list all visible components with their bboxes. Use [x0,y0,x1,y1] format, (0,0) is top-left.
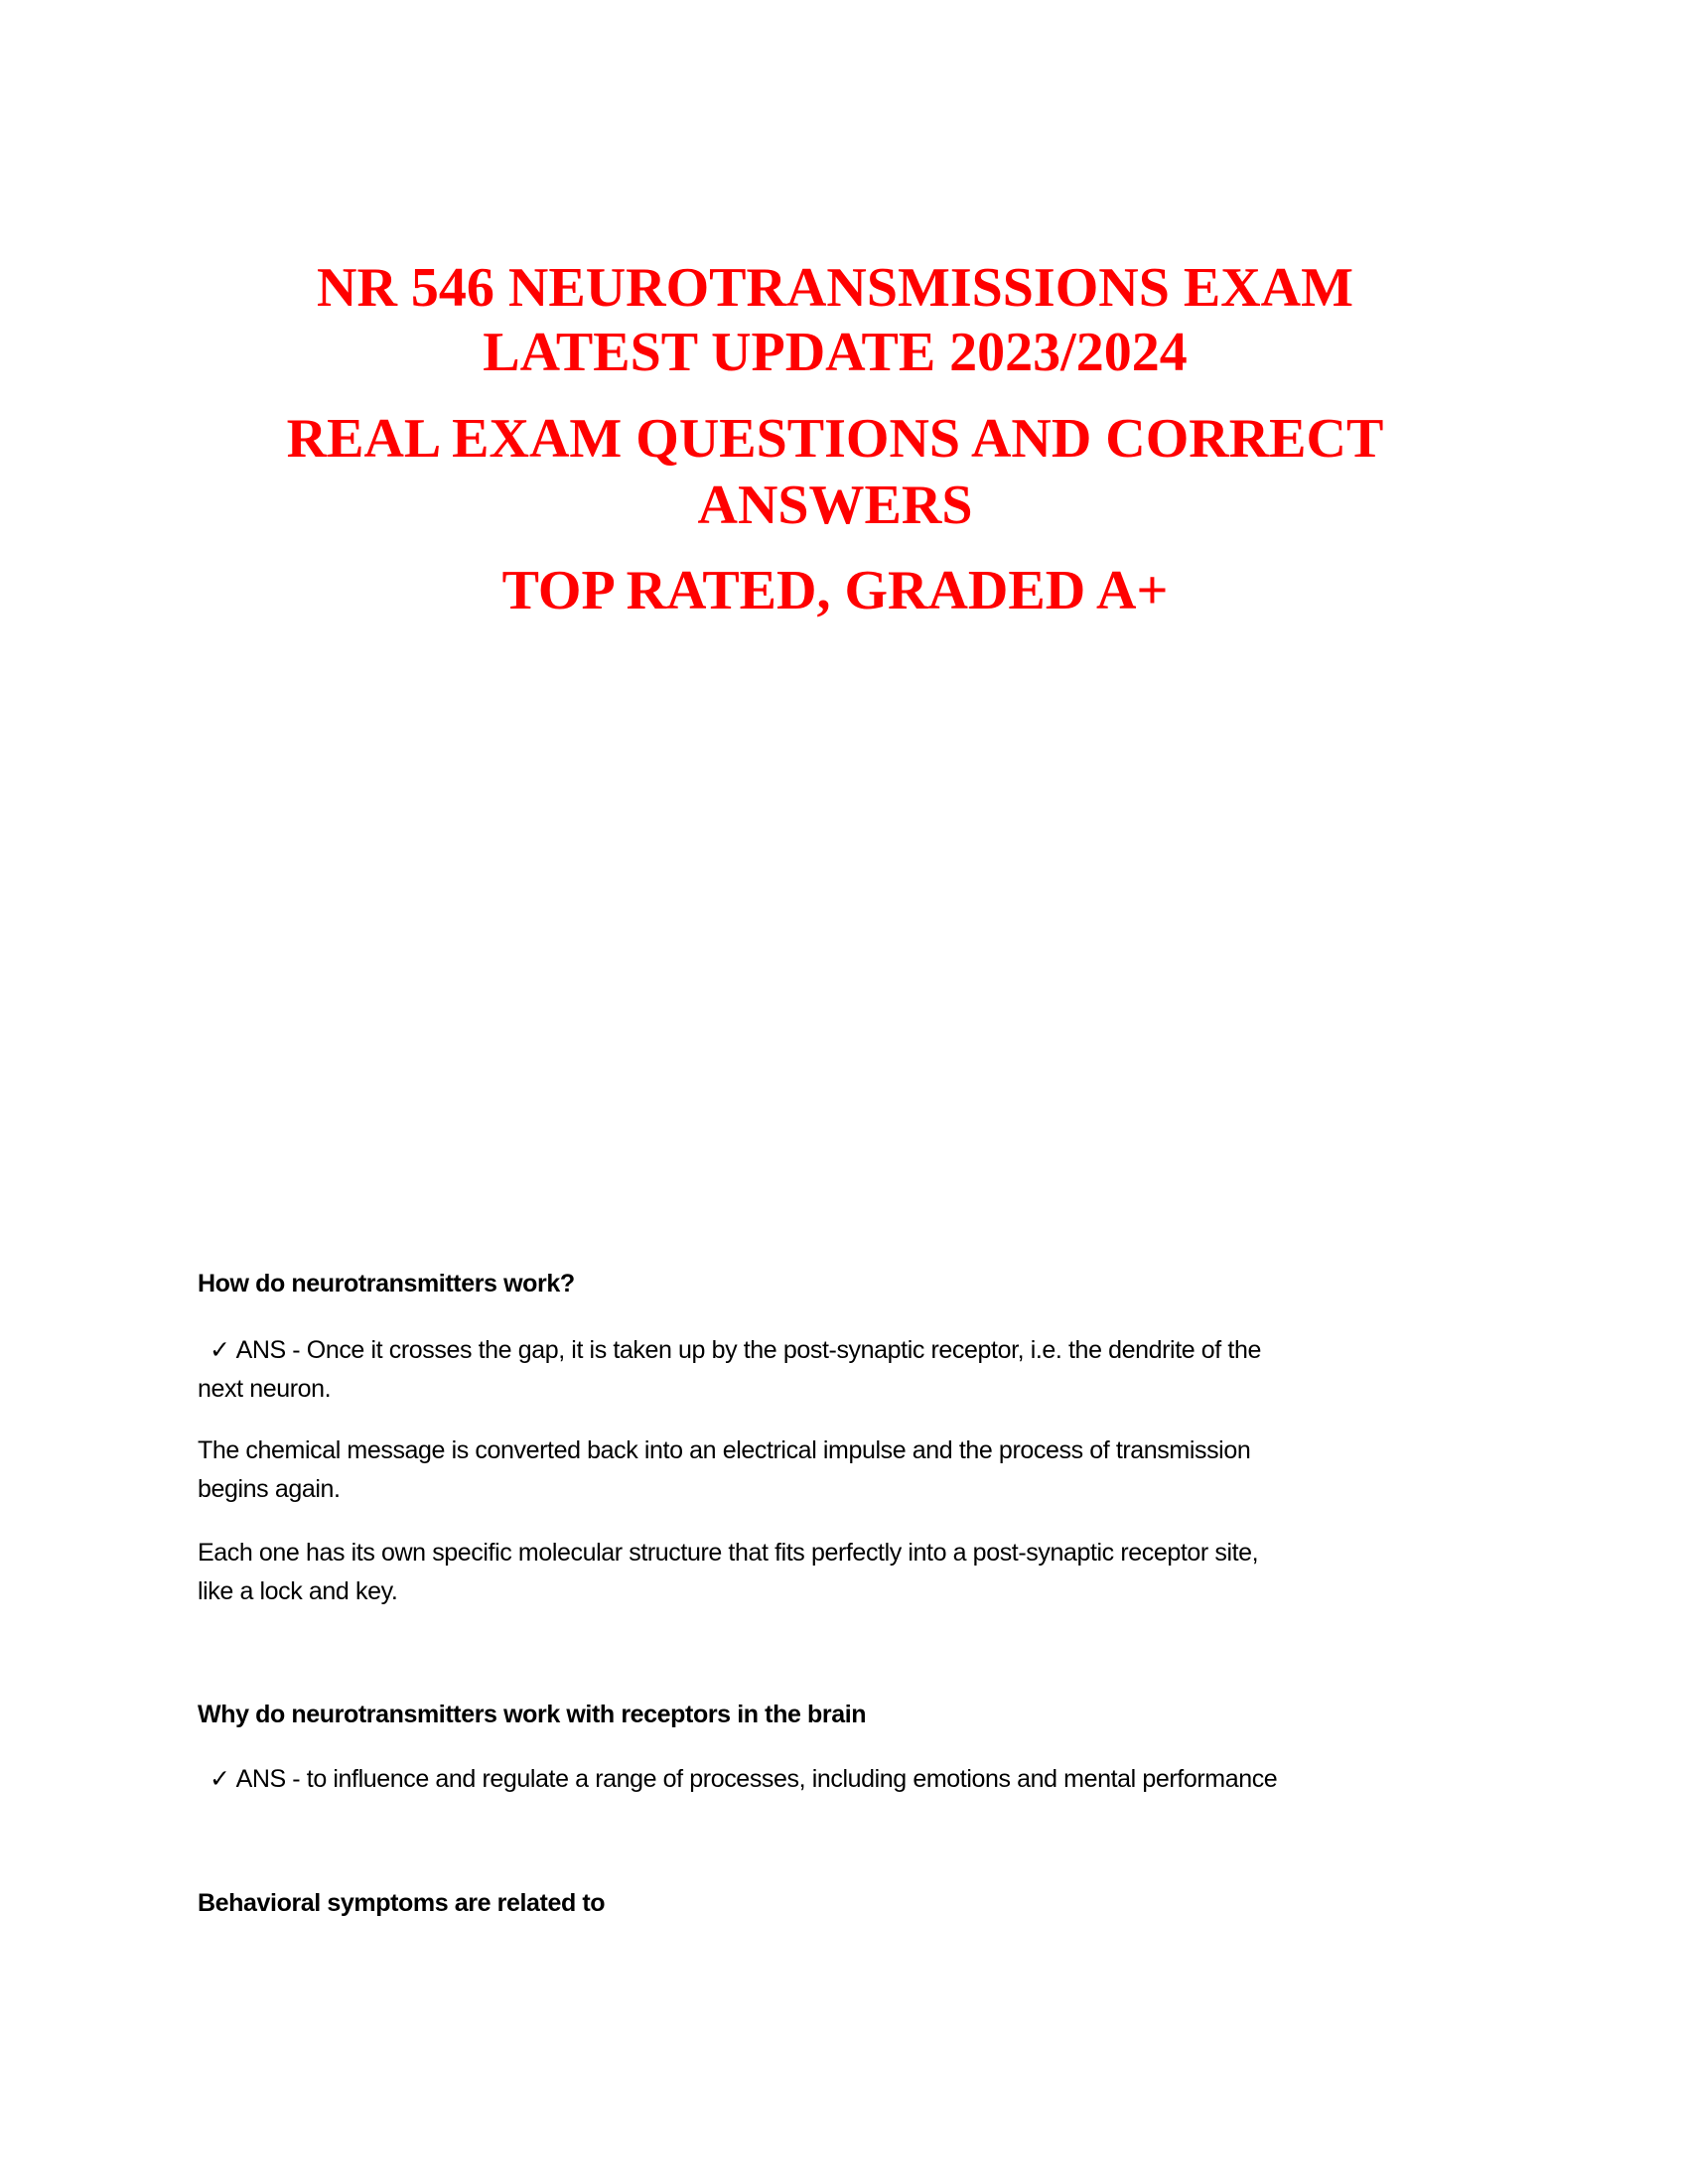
answer [198,1334,1261,1366]
paragraph-continued: like a lock and key. [198,1577,398,1605]
title-line-3: REAL EXAM QUESTIONS AND CORRECT [286,408,1384,470]
question-text: How do neurotransmitters work? [198,1270,575,1297]
checkmark-icon: ✓ [210,1336,230,1364]
paragraph-continued: begins again. [198,1475,341,1503]
answer-text: ANS - Once it crosses the gap, it is taken up by the post-synaptic receptor, i.e. the dendrite of the [235,1336,1261,1364]
answer-text-continued: next neuron. [198,1375,332,1403]
question-text: Behavioral symptoms are related to [198,1889,606,1917]
title-line-5: TOP RATED, GRADED A+ [501,560,1169,621]
paragraph: The chemical message is converted back into an electrical impulse and the process of transmission [198,1436,1251,1464]
answer [198,1763,1277,1795]
title-line-4: ANSWERS [697,475,973,536]
paragraph: Each one has its own specific molecular structure that fits perfectly into a post-synaptic receptor site, [198,1539,1259,1567]
checkmark-icon: ✓ [210,1765,230,1793]
title-line-2: LATEST UPDATE 2023/2024 [483,322,1188,383]
question-text: Why do neurotransmitters work with receptors in the brain [198,1701,867,1728]
title-line-1: NR 546 NEUROTRANSMISSIONS EXAM [317,257,1353,319]
answer-text: ANS - to influence and regulate a range of processes, including emotions and mental performance [235,1765,1278,1793]
